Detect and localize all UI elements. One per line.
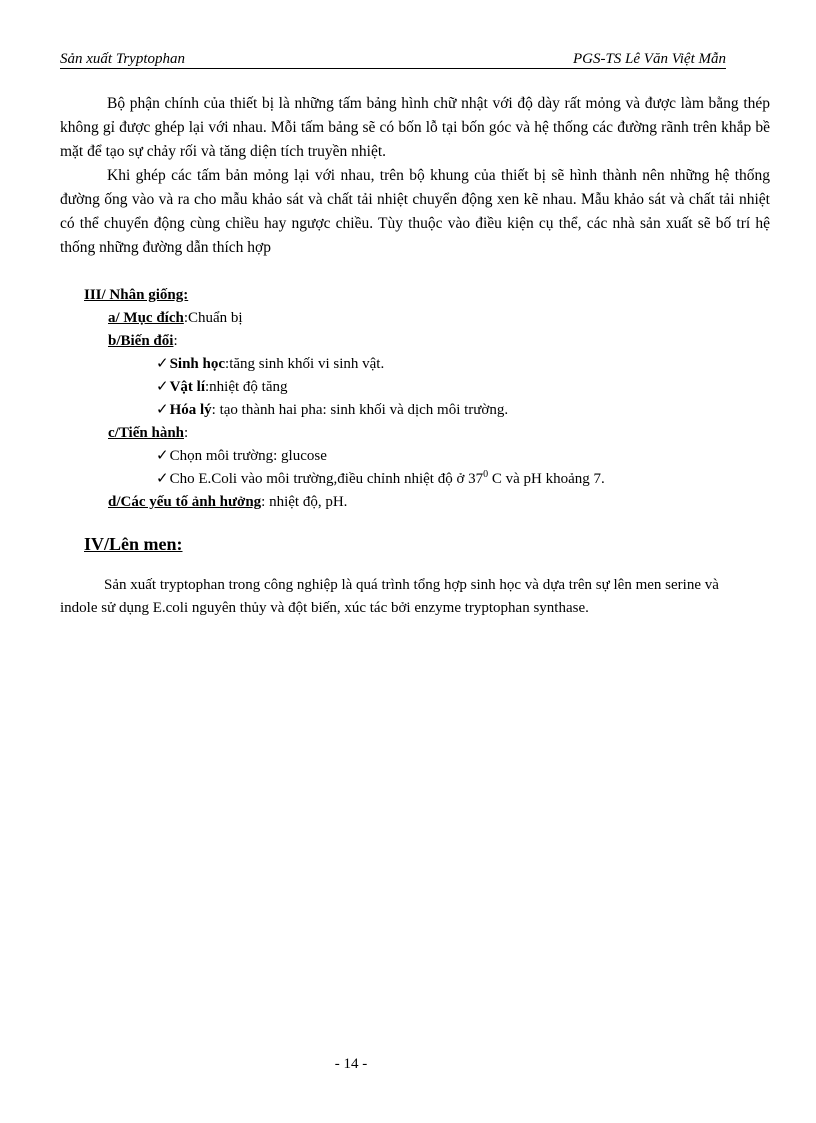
page-number: - 14 - [334, 1056, 368, 1072]
item-c-label: c/Tiến hành [108, 425, 185, 441]
item-a-label: a/ Mục đích [108, 310, 184, 326]
item-c-2 [84, 468, 605, 491]
check-icon: ✓ [156, 356, 169, 372]
check-icon: ✓ [156, 402, 169, 418]
degree-superscript: 0 [483, 469, 489, 480]
section-3-heading: III/ Nhân giống: [84, 287, 189, 303]
item-a [84, 307, 605, 330]
item-b [84, 330, 605, 353]
item-c-text: : [184, 425, 189, 441]
check-icon: ✓ [156, 448, 169, 464]
item-c-1-text: Chọn môi trường: glucose [169, 448, 327, 464]
item-b-text: : [173, 333, 178, 349]
item-d-label: d/Các yếu tố ảnh hưởng [108, 494, 262, 510]
item-c-2-text-pre: Cho E.Coli vào môi trường,điều chỉnh nhiệt độ ở 37 [169, 471, 484, 487]
section-len-men [60, 574, 760, 620]
item-b-3 [84, 399, 605, 422]
check-icon: ✓ [156, 471, 169, 487]
item-b-2-text: :nhiệt độ tăng [205, 379, 288, 395]
section-4-heading: IV/Lên men: [84, 534, 183, 554]
item-b-label: b/Biến đổi [108, 333, 174, 349]
paragraph-1: Bộ phận chính của thiết bị là những tấm bảng hình chữ nhật với độ dày rất mỏng và được làm bằng thép không gỉ được ghép lại với nhau. Mỗi tấm bảng sẽ có bốn lỗ tại bốn góc và hệ thống các đường rãnh trên khắp bề mặt để tạo sự chảy rối và tăng diện tích truyền nhiệt. [60, 95, 770, 160]
section-nhan-giong [84, 284, 605, 514]
item-b-1 [84, 353, 605, 376]
check-icon: ✓ [156, 379, 169, 395]
item-a-text: :Chuẩn bị [183, 310, 243, 326]
item-b-1-text: :tăng sinh khối vi sinh vật. [225, 356, 385, 372]
item-b-1-label: Sinh học [169, 356, 226, 372]
item-b-2 [84, 376, 605, 399]
item-b-3-text: : tạo thành hai pha: sinh khối và dịch môi trường. [211, 402, 509, 418]
header-title: Sản xuất Tryptophan [60, 51, 186, 67]
item-c [84, 422, 605, 445]
item-b-3-label: Hóa lý [169, 402, 212, 418]
item-b-2-label: Vật lí [169, 379, 205, 395]
section-4-paragraph: Sản xuất tryptophan trong công nghiệp là quá trình tổng hợp sinh học và dựa trên sự lên men serine và indole sử dụng E.coli nguyên thủy và đột biến, xúc tác bởi enzyme tryptophan synthase. [60, 577, 719, 616]
page-header [60, 50, 726, 69]
item-c-1 [84, 445, 605, 468]
paragraph-2: Khi ghép các tấm bản mỏng lại với nhau, trên bộ khung của thiết bị sẽ hình thành nên những hệ thống đường ống vào và ra cho mẫu khảo sát và chất tải nhiệt chuyển động xen kẽ nhau. Mẫu khảo sát và chất tải nhiệt có thể chuyển động cùng chiều hay ngược chiều. Tùy thuộc vào điều kiện cụ thể, các nhà sản xuất sẽ bố trí hệ thống những đường dẫn thích hợp [60, 167, 770, 256]
item-c-2-text-post: C và pH khoảng 7. [488, 471, 605, 487]
intro-text [60, 92, 770, 260]
item-d-text: : nhiệt độ, pH. [261, 494, 348, 510]
header-author: PGS-TS Lê Văn Việt Mẫn [572, 51, 726, 67]
item-d [84, 491, 605, 514]
